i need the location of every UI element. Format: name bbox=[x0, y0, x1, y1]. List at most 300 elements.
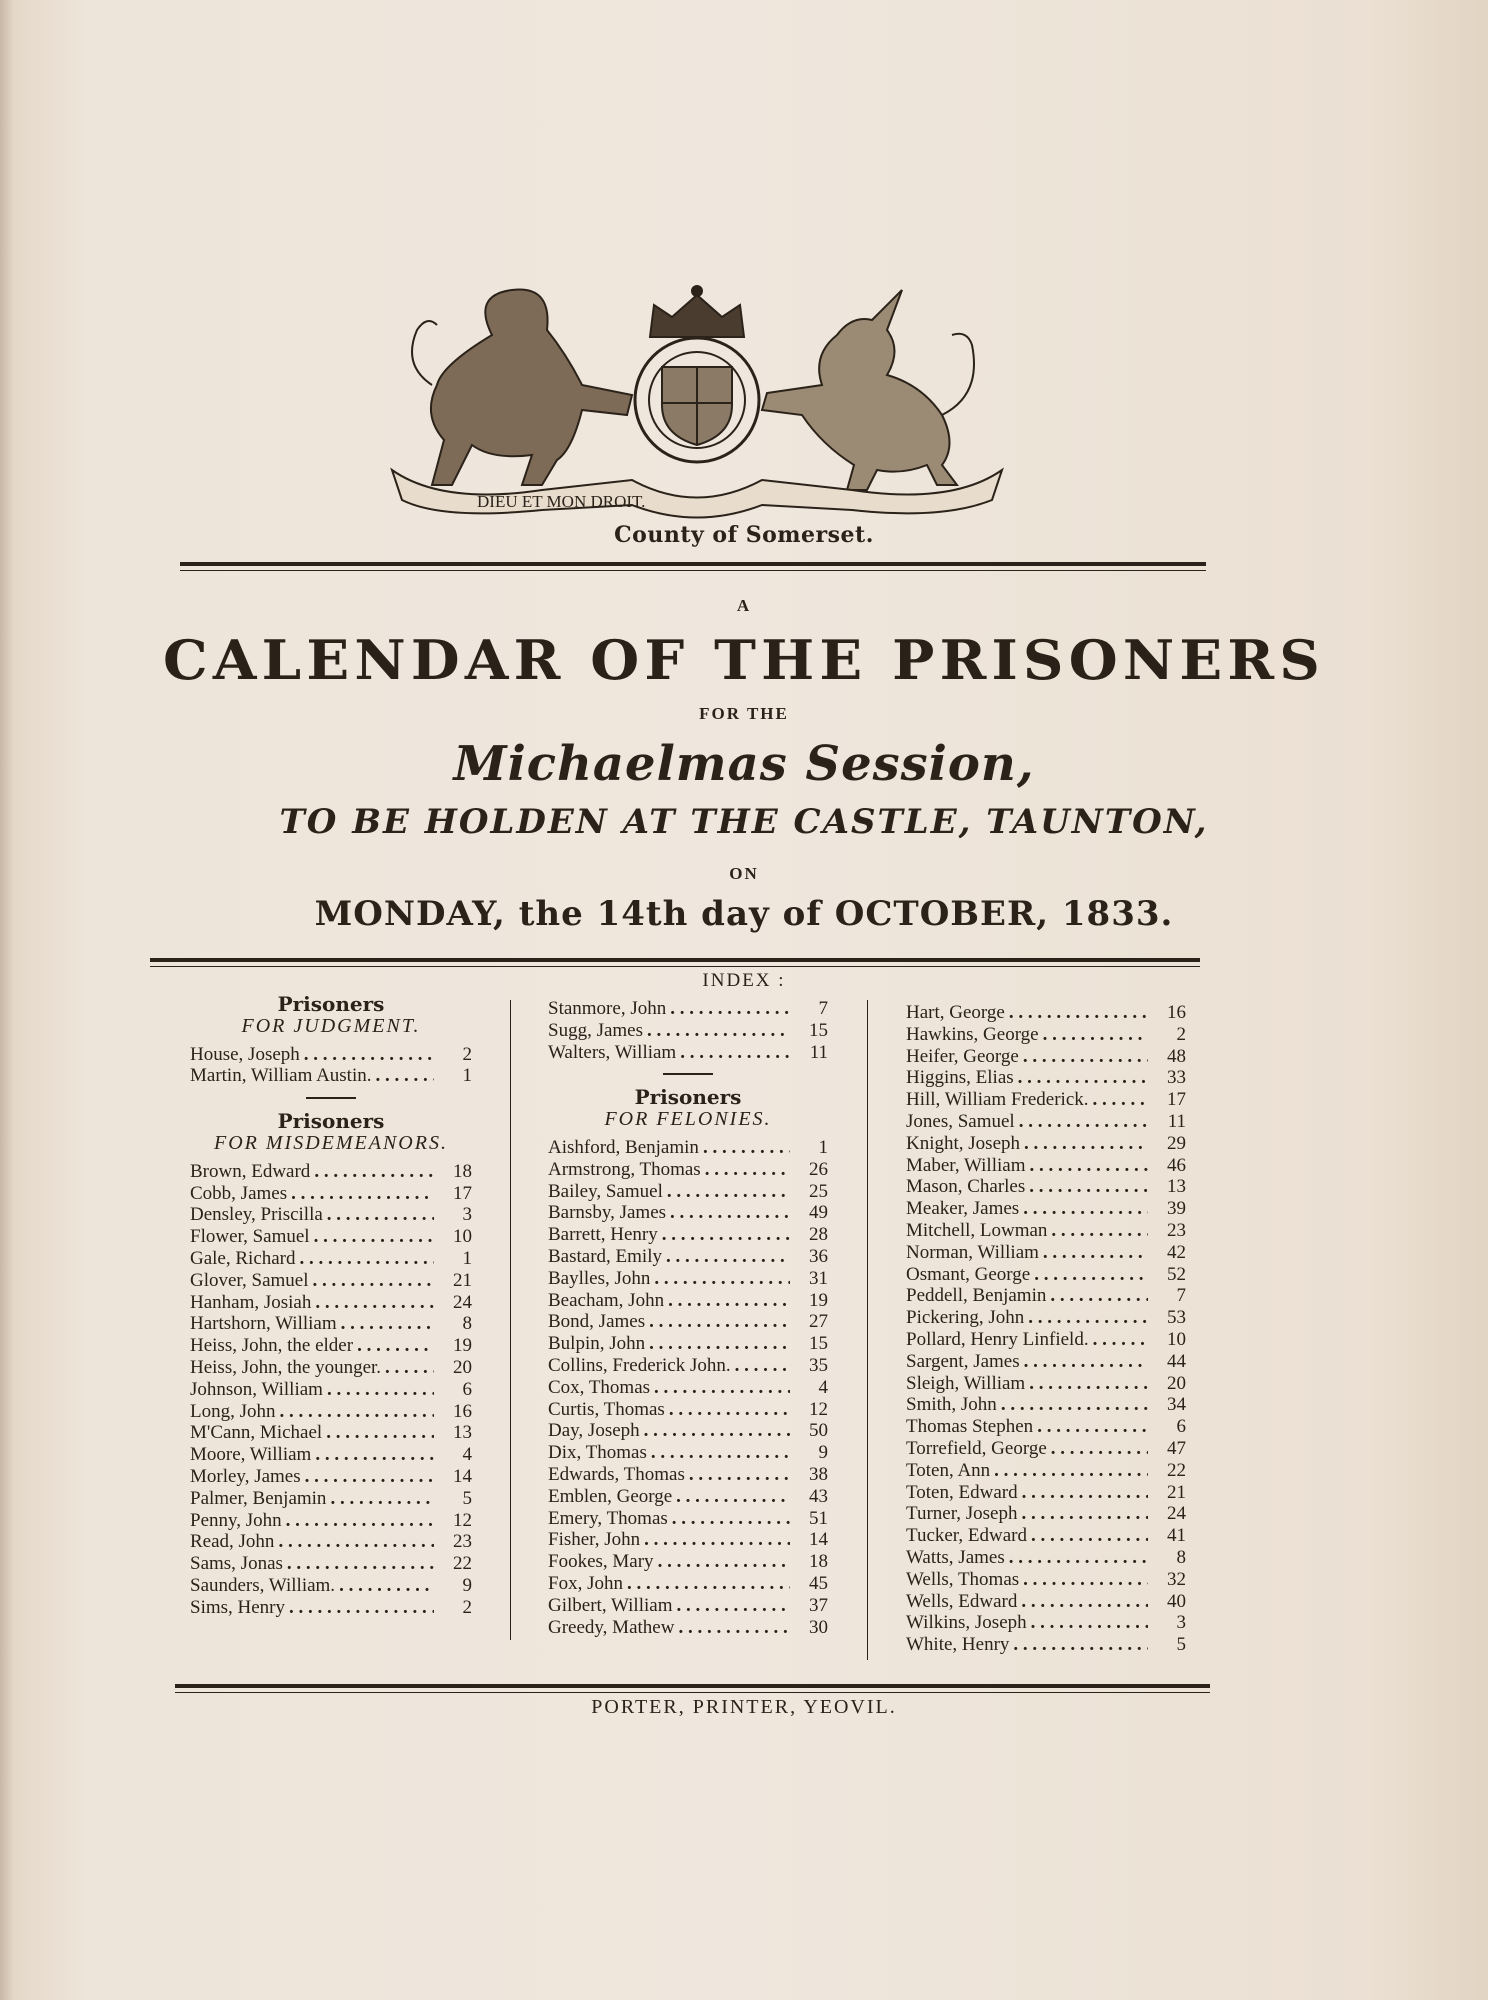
leader-dots bbox=[703, 1137, 790, 1159]
county-heading: County of Somerset. bbox=[614, 522, 874, 548]
leader-dots bbox=[1037, 1416, 1148, 1438]
calendar-number: 4 bbox=[462, 1444, 472, 1466]
index-entry bbox=[190, 1466, 472, 1488]
prisoner-name: Meaker, James bbox=[906, 1198, 1020, 1220]
judgment-heading: Prisoners bbox=[277, 992, 385, 1016]
leader-dots bbox=[680, 1042, 790, 1064]
middle-index-column bbox=[548, 998, 828, 1638]
misdemeanors-list bbox=[190, 1161, 472, 1619]
calendar-number: 16 bbox=[453, 1400, 472, 1422]
calendar-number: 6 bbox=[462, 1378, 472, 1400]
prisoner-name: Morley, James bbox=[190, 1465, 301, 1487]
prisoner-name: Hawkins, George bbox=[906, 1023, 1039, 1045]
prisoner-name: Pollard, Henry Linfield. bbox=[906, 1328, 1089, 1350]
index-entry bbox=[190, 1510, 472, 1532]
leader-dots bbox=[1023, 1569, 1148, 1591]
index-entry bbox=[906, 1416, 1186, 1438]
prisoner-name: Curtis, Thomas bbox=[548, 1398, 665, 1420]
calendar-number: 15 bbox=[809, 1019, 828, 1041]
calendar-number: 30 bbox=[809, 1616, 828, 1638]
index-entry bbox=[906, 1264, 1186, 1286]
leader-dots bbox=[287, 1553, 434, 1575]
leader-dots bbox=[291, 1183, 434, 1205]
prisoner-name: Bond, James bbox=[548, 1311, 646, 1333]
leader-dots bbox=[305, 1466, 434, 1488]
calendar-number: 1 bbox=[818, 1136, 828, 1158]
index-entry bbox=[906, 1307, 1186, 1329]
prisoner-name: Knight, Joseph bbox=[906, 1132, 1020, 1154]
calendar-number: 49 bbox=[809, 1202, 828, 1224]
calendar-number: 24 bbox=[1167, 1503, 1186, 1525]
prisoner-name: Tucker, Edward bbox=[906, 1525, 1027, 1547]
prisoner-name: House, Joseph bbox=[190, 1043, 300, 1065]
leader-dots bbox=[654, 1377, 790, 1399]
calendar-number: 32 bbox=[1167, 1568, 1186, 1590]
leader-dots bbox=[1029, 1373, 1148, 1395]
prisoner-name: Penny, John bbox=[190, 1509, 282, 1531]
calendar-number: 3 bbox=[1176, 1612, 1186, 1634]
index-entry bbox=[548, 1333, 828, 1355]
leader-dots bbox=[280, 1401, 435, 1423]
leader-dots bbox=[647, 1020, 790, 1042]
leader-dots bbox=[654, 1268, 790, 1290]
index-label: INDEX : bbox=[702, 970, 786, 991]
calendar-number: 29 bbox=[1167, 1132, 1186, 1154]
calendar-number: 15 bbox=[809, 1333, 828, 1355]
index-entry bbox=[548, 1464, 828, 1486]
index-entry bbox=[906, 1634, 1186, 1656]
index-entry bbox=[906, 1133, 1186, 1155]
leader-dots bbox=[1009, 1547, 1148, 1569]
calendar-number: 8 bbox=[1176, 1546, 1186, 1568]
leader-dots bbox=[278, 1531, 434, 1553]
calendar-number: 14 bbox=[809, 1529, 828, 1551]
calendar-number: 7 bbox=[818, 998, 828, 1019]
leader-dots bbox=[314, 1161, 434, 1183]
index-entry bbox=[548, 1268, 828, 1290]
calendar-number: 23 bbox=[453, 1531, 472, 1553]
index-entry bbox=[906, 1569, 1186, 1591]
index-entry bbox=[906, 1394, 1186, 1416]
index-entry bbox=[906, 1089, 1186, 1111]
index-entry bbox=[190, 1335, 472, 1357]
calendar-number: 18 bbox=[453, 1160, 472, 1182]
index-entry bbox=[906, 1612, 1186, 1634]
leader-dots bbox=[1019, 1111, 1148, 1133]
leader-dots bbox=[658, 1551, 790, 1573]
prisoner-name: Read, John bbox=[190, 1531, 275, 1553]
index-entry bbox=[906, 1046, 1186, 1068]
misdemeanors-subheading: FOR MISDEMEANORS. bbox=[214, 1131, 448, 1154]
leader-dots bbox=[1051, 1438, 1148, 1460]
prisoner-name: Wells, Thomas bbox=[906, 1568, 1020, 1590]
index-entry bbox=[190, 1553, 472, 1575]
calendar-number: 52 bbox=[1167, 1263, 1186, 1285]
prisoner-name: Thomas Stephen bbox=[906, 1416, 1034, 1438]
prisoner-name: Bulpin, John bbox=[548, 1333, 646, 1355]
index-entry bbox=[906, 1220, 1186, 1242]
leader-dots bbox=[627, 1573, 790, 1595]
prisoner-name: Heiss, John, the elder bbox=[190, 1335, 354, 1357]
calendar-number: 38 bbox=[809, 1463, 828, 1485]
leader-dots bbox=[1031, 1525, 1148, 1547]
calendar-number: 31 bbox=[809, 1267, 828, 1289]
prisoner-name: Day, Joseph bbox=[548, 1420, 640, 1442]
index-entry bbox=[906, 1176, 1186, 1198]
prisoner-name: Fisher, John bbox=[548, 1529, 641, 1551]
calendar-number: 8 bbox=[462, 1313, 472, 1335]
index-entry bbox=[548, 1246, 828, 1268]
calendar-number: 3 bbox=[462, 1204, 472, 1226]
leader-dots bbox=[1024, 1351, 1148, 1373]
leader-dots bbox=[672, 1508, 790, 1530]
calendar-number: 9 bbox=[818, 1442, 828, 1464]
page-title: CALENDAR OF THE PRISONERS bbox=[163, 628, 1325, 692]
calendar-number: 35 bbox=[809, 1354, 828, 1376]
calendar-number: 2 bbox=[1176, 1023, 1186, 1045]
index-entry bbox=[906, 1002, 1186, 1024]
index-entry bbox=[548, 1202, 828, 1224]
calendar-number: 24 bbox=[453, 1291, 472, 1313]
leader-dots bbox=[1018, 1067, 1148, 1089]
prisoner-name: Bailey, Samuel bbox=[548, 1180, 663, 1202]
prisoner-name: Glover, Samuel bbox=[190, 1269, 309, 1291]
section-divider bbox=[306, 1097, 356, 1099]
session-name: Michaelmas Session, bbox=[453, 736, 1035, 792]
calendar-number: 47 bbox=[1167, 1437, 1186, 1459]
calendar-number: 48 bbox=[1167, 1045, 1186, 1067]
judgment-list bbox=[190, 1044, 472, 1088]
index-entry bbox=[190, 1044, 472, 1066]
prisoner-name: Walters, William bbox=[548, 1041, 677, 1063]
leader-dots bbox=[1009, 1002, 1148, 1024]
prisoner-name: M'Cann, Michael bbox=[190, 1422, 323, 1444]
index-entry bbox=[190, 1270, 472, 1292]
index-entry bbox=[906, 1373, 1186, 1395]
prisoner-name: Flower, Samuel bbox=[190, 1226, 310, 1248]
calendar-number: 7 bbox=[1176, 1285, 1186, 1307]
leader-dots bbox=[1023, 1198, 1148, 1220]
prisoner-name: Torrefield, George bbox=[906, 1437, 1047, 1459]
calendar-number: 36 bbox=[809, 1245, 828, 1267]
calendar-number: 1 bbox=[462, 1247, 472, 1269]
prisoner-name: Greedy, Mathew bbox=[548, 1616, 675, 1638]
prisoner-name: Dix, Thomas bbox=[548, 1442, 647, 1464]
calendar-number: 42 bbox=[1167, 1241, 1186, 1263]
prisoner-name: Long, John bbox=[190, 1400, 276, 1422]
index-entry bbox=[906, 1460, 1186, 1482]
leader-dots bbox=[1021, 1591, 1148, 1613]
prisoner-name: Fox, John bbox=[548, 1572, 623, 1594]
calendar-number: 20 bbox=[1167, 1372, 1186, 1394]
index-entry bbox=[906, 1482, 1186, 1504]
leader-dots bbox=[289, 1597, 434, 1619]
index-entry bbox=[548, 1137, 828, 1159]
index-entry bbox=[906, 1242, 1186, 1264]
prisoner-name: Sugg, James bbox=[548, 1019, 643, 1041]
leader-dots bbox=[339, 1575, 434, 1597]
index-entry bbox=[190, 1065, 472, 1087]
index-entry bbox=[906, 1285, 1186, 1307]
prisoner-name: Maber, William bbox=[906, 1154, 1026, 1176]
leader-dots bbox=[313, 1270, 435, 1292]
index-entry bbox=[906, 1351, 1186, 1373]
misdemeanors-heading: Prisoners bbox=[277, 1109, 385, 1134]
calendar-number: 11 bbox=[1167, 1110, 1186, 1132]
index-entry bbox=[190, 1597, 472, 1619]
prisoner-name: Baylles, John bbox=[548, 1267, 651, 1289]
session-date: MONDAY, the 14th day of OCTOBER, 1833. bbox=[314, 894, 1174, 934]
prisoner-name: Palmer, Benjamin bbox=[190, 1487, 327, 1509]
prisoner-name: Wilkins, Joseph bbox=[906, 1612, 1027, 1634]
calendar-number: 43 bbox=[809, 1485, 828, 1507]
calendar-number: 53 bbox=[1167, 1307, 1186, 1329]
calendar-number: 26 bbox=[809, 1158, 828, 1180]
leader-dots bbox=[705, 1159, 790, 1181]
index-entry bbox=[190, 1488, 472, 1510]
calendar-number: 41 bbox=[1167, 1525, 1186, 1547]
index-entry bbox=[548, 998, 828, 1020]
index-entry bbox=[906, 1111, 1186, 1133]
calendar-number: 17 bbox=[453, 1182, 472, 1204]
prisoner-name: Bastard, Emily bbox=[548, 1245, 662, 1267]
prisoner-name: Hanham, Josiah bbox=[190, 1291, 312, 1313]
leader-dots bbox=[326, 1422, 434, 1444]
prisoner-name: Emblen, George bbox=[548, 1485, 673, 1507]
footer-rule bbox=[175, 1684, 1210, 1688]
index-entry bbox=[190, 1379, 472, 1401]
index-entry bbox=[548, 1551, 828, 1573]
index-rule-thin bbox=[150, 966, 1200, 967]
prisoner-name: Sims, Henry bbox=[190, 1596, 285, 1618]
prisoner-name: Jones, Samuel bbox=[906, 1110, 1015, 1132]
for-the-label: FOR THE bbox=[699, 704, 789, 723]
leader-dots bbox=[1001, 1394, 1148, 1416]
prisoner-name: Mitchell, Lowman bbox=[906, 1219, 1048, 1241]
prisoner-name: Densley, Priscilla bbox=[190, 1204, 323, 1226]
index-entry bbox=[548, 1311, 828, 1333]
leader-dots bbox=[644, 1420, 790, 1442]
index-entry bbox=[190, 1531, 472, 1553]
prisoner-name: Smith, John bbox=[906, 1394, 997, 1416]
leader-dots bbox=[1043, 1024, 1148, 1046]
calendar-number: 39 bbox=[1167, 1198, 1186, 1220]
index-entry bbox=[548, 1290, 828, 1312]
index-entry bbox=[548, 1529, 828, 1551]
index-entry bbox=[906, 1067, 1186, 1089]
calendar-number: 4 bbox=[818, 1376, 828, 1398]
calendar-number: 1 bbox=[462, 1065, 472, 1087]
leader-dots bbox=[330, 1488, 434, 1510]
leader-dots bbox=[676, 1486, 790, 1508]
index-entry bbox=[190, 1401, 472, 1423]
leader-dots bbox=[1043, 1242, 1148, 1264]
prisoner-name: Barnsby, James bbox=[548, 1202, 667, 1224]
index-entry bbox=[548, 1595, 828, 1617]
prisoner-name: Hill, William Frederick. bbox=[906, 1089, 1089, 1111]
index-entry bbox=[548, 1573, 828, 1595]
prisoner-name: Sleigh, William bbox=[906, 1372, 1026, 1394]
leader-dots bbox=[376, 1065, 435, 1087]
calendar-number: 5 bbox=[1176, 1634, 1186, 1656]
calendar-number: 2 bbox=[462, 1596, 472, 1618]
venue-line: TO BE HOLDEN AT THE CASTLE, TAUNTON, bbox=[279, 802, 1209, 842]
calendar-number: 34 bbox=[1167, 1394, 1186, 1416]
calendar-number: 23 bbox=[1167, 1219, 1186, 1241]
calendar-number: 12 bbox=[453, 1509, 472, 1531]
leader-dots bbox=[1093, 1329, 1148, 1351]
calendar-number: 11 bbox=[809, 1041, 828, 1063]
prisoner-name: Gilbert, William bbox=[548, 1594, 673, 1616]
leader-dots bbox=[1028, 1307, 1148, 1329]
calendar-number: 21 bbox=[1167, 1481, 1186, 1503]
index-rule bbox=[150, 958, 1200, 962]
prisoner-name: Moore, William bbox=[190, 1444, 312, 1466]
index-entry bbox=[190, 1444, 472, 1466]
leader-dots bbox=[327, 1204, 434, 1226]
calendar-number: 16 bbox=[1167, 1002, 1186, 1023]
column-divider bbox=[867, 1000, 868, 1660]
calendar-number: 13 bbox=[1167, 1176, 1186, 1198]
prisoner-name: Emery, Thomas bbox=[548, 1507, 668, 1529]
prisoner-name: Hartshorn, William bbox=[190, 1313, 337, 1335]
section-divider bbox=[663, 1073, 713, 1075]
index-entry bbox=[906, 1198, 1186, 1220]
index-entry bbox=[548, 1159, 828, 1181]
index-entry bbox=[906, 1438, 1186, 1460]
calendar-number: 9 bbox=[462, 1574, 472, 1596]
calendar-number: 28 bbox=[809, 1224, 828, 1246]
svg-text:DIEU ET MON DROIT.: DIEU ET MON DROIT. bbox=[477, 492, 646, 511]
index-entry bbox=[548, 1420, 828, 1442]
index-entry bbox=[548, 1224, 828, 1246]
index-entry bbox=[190, 1161, 472, 1183]
leader-dots bbox=[651, 1442, 790, 1464]
prisoner-name: Mason, Charles bbox=[906, 1176, 1026, 1198]
index-entry bbox=[548, 1617, 828, 1639]
calendar-number: 22 bbox=[1167, 1459, 1186, 1481]
index-entry bbox=[548, 1020, 828, 1042]
leader-dots bbox=[1022, 1503, 1149, 1525]
leader-dots bbox=[300, 1248, 434, 1270]
index-entry bbox=[548, 1442, 828, 1464]
leader-dots bbox=[1024, 1133, 1148, 1155]
index-entry bbox=[906, 1503, 1186, 1525]
calendar-number: 19 bbox=[453, 1335, 472, 1357]
leader-dots bbox=[315, 1292, 434, 1314]
leader-dots bbox=[649, 1333, 790, 1355]
right-list bbox=[906, 1002, 1186, 1656]
index-entry bbox=[906, 1155, 1186, 1177]
prisoner-name: Heiss, John, the younger. bbox=[190, 1356, 382, 1378]
prisoner-name: Sams, Jonas bbox=[190, 1553, 283, 1575]
index-entry bbox=[548, 1508, 828, 1530]
prisoner-name: Wells, Edward bbox=[906, 1590, 1018, 1612]
calendar-number: 6 bbox=[1176, 1416, 1186, 1438]
prisoner-name: Fookes, Mary bbox=[548, 1551, 654, 1573]
leader-dots bbox=[644, 1529, 790, 1551]
prisoner-name: White, Henry bbox=[906, 1634, 1010, 1656]
leader-dots bbox=[1034, 1264, 1148, 1286]
right-index-column bbox=[906, 1002, 1186, 1656]
felonies-subheading: FOR FELONIES. bbox=[604, 1108, 772, 1131]
prisoner-name: Gale, Richard bbox=[190, 1247, 296, 1269]
leader-dots bbox=[286, 1510, 434, 1532]
prisoner-name: Armstrong, Thomas bbox=[548, 1158, 701, 1180]
leader-dots bbox=[667, 1181, 790, 1203]
index-entry bbox=[190, 1248, 472, 1270]
leader-dots bbox=[994, 1460, 1148, 1482]
leader-dots bbox=[1029, 1155, 1148, 1177]
index-entry bbox=[190, 1292, 472, 1314]
index-entry bbox=[906, 1591, 1186, 1613]
prisoner-name: Martin, William Austin. bbox=[190, 1065, 372, 1087]
prisoner-name: Stanmore, John bbox=[548, 998, 667, 1019]
prisoner-name: Beacham, John bbox=[548, 1289, 665, 1311]
royal-coat-of-arms-icon bbox=[382, 275, 1012, 525]
calendar-number: 44 bbox=[1167, 1350, 1186, 1372]
calendar-number: 25 bbox=[809, 1180, 828, 1202]
leader-dots bbox=[1050, 1285, 1148, 1307]
leader-dots bbox=[669, 1399, 790, 1421]
left-index-column bbox=[190, 994, 472, 1619]
index-entry bbox=[548, 1355, 828, 1377]
calendar-number: 12 bbox=[809, 1398, 828, 1420]
index-entry bbox=[190, 1226, 472, 1248]
prisoner-name: Saunders, William. bbox=[190, 1574, 336, 1596]
leader-dots bbox=[670, 998, 790, 1020]
prisoner-name: Sargent, James bbox=[906, 1350, 1020, 1372]
index-entry bbox=[190, 1357, 472, 1379]
prisoner-name: Osmant, George bbox=[906, 1263, 1031, 1285]
index-entry bbox=[190, 1204, 472, 1226]
leader-dots bbox=[314, 1226, 434, 1248]
prisoner-name: Collins, Frederick John. bbox=[548, 1354, 731, 1376]
header-rule bbox=[180, 562, 1206, 566]
prisoner-name: Heifer, George bbox=[906, 1045, 1019, 1067]
index-entry bbox=[190, 1183, 472, 1205]
felonies-list bbox=[548, 1137, 828, 1638]
prisoner-name: Pickering, John bbox=[906, 1307, 1025, 1329]
leader-dots bbox=[341, 1313, 434, 1335]
leader-dots bbox=[1051, 1220, 1148, 1242]
calendar-number: 21 bbox=[453, 1269, 472, 1291]
leader-dots bbox=[1013, 1634, 1148, 1656]
prisoner-name: Cobb, James bbox=[190, 1182, 288, 1204]
calendar-number: 50 bbox=[809, 1420, 828, 1442]
calendar-number: 33 bbox=[1167, 1067, 1186, 1089]
leader-dots bbox=[670, 1202, 790, 1224]
calendar-number: 5 bbox=[462, 1487, 472, 1509]
calendar-number: 22 bbox=[453, 1553, 472, 1575]
prisoner-name: Norman, William bbox=[906, 1241, 1039, 1263]
calendar-number: 13 bbox=[453, 1422, 472, 1444]
prisoner-name: Hart, George bbox=[906, 1002, 1005, 1023]
on-label: ON bbox=[729, 864, 759, 883]
felonies-heading: Prisoners bbox=[634, 1085, 742, 1110]
index-entry bbox=[548, 1042, 828, 1064]
index-entry bbox=[906, 1329, 1186, 1351]
index-entry bbox=[190, 1575, 472, 1597]
leader-dots bbox=[1022, 1482, 1148, 1504]
index-entry bbox=[548, 1399, 828, 1421]
calendar-number: 20 bbox=[453, 1356, 472, 1378]
calendar-number: 10 bbox=[453, 1226, 472, 1248]
header-rule-thin bbox=[180, 570, 1206, 571]
article-a: A bbox=[736, 596, 752, 615]
leader-dots bbox=[304, 1044, 434, 1066]
leader-dots bbox=[315, 1444, 434, 1466]
